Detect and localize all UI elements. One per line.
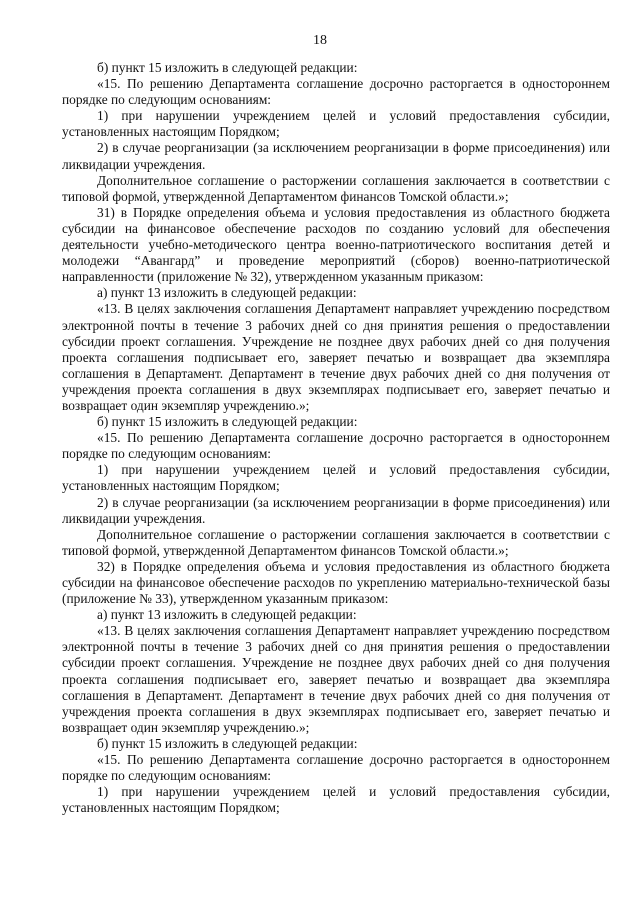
paragraph-ground-2: 2) в случае реорганизации (за исключением реорганизации в форме присоединения) или ликвидации учреждения. <box>62 140 610 172</box>
paragraph-item-13: «13. В целях заключения соглашения Департамент направляет учреждению посредством электронной почты в течение 3 рабочих дней со дня принятия решения о предоставлении субсидии проект соглашения. Учреждение не позднее двух рабочих дней со дня получения проекта соглашения подписывает его, заверяет печатью и возвращает два экземпляра соглашения в Департамент. Департамент в течение двух рабочих дней со дня получения от учреждения проекта соглашения в двух экземплярах подписывает его, заверяет печатью и возвращает один экземпляр учреждению.»; <box>62 623 610 735</box>
paragraph-item-15: «15. По решению Департамента соглашение досрочно расторгается в одностороннем порядке по следующим основаниям: <box>62 752 610 784</box>
paragraph-clause-a: а) пункт 13 изложить в следующей редакции: <box>97 285 357 301</box>
paragraph-ground-1: 1) при нарушении учреждением целей и условий предоставления субсидии, установленных настоящим Порядком; <box>62 784 610 816</box>
paragraph-clause-a: а) пункт 13 изложить в следующей редакции: <box>97 607 357 623</box>
page-number: 18 <box>313 33 327 48</box>
paragraph-additional-agreement: Дополнительное соглашение о расторжении соглашения заключается в соответствии с типовой формой, утвержденной Департаментом финансов Томской области.»; <box>62 172 610 204</box>
paragraph-clause-b: б) пункт 15 изложить в следующей редакции: <box>97 414 358 430</box>
document-body <box>62 60 610 816</box>
paragraph-ground-1: 1) при нарушении учреждением целей и условий предоставления субсидии, установленных настоящим Порядком; <box>62 108 610 140</box>
paragraph-clause-b: б) пункт 15 изложить в следующей редакции: <box>97 735 358 751</box>
paragraph-ground-2: 2) в случае реорганизации (за исключением реорганизации в форме присоединения) или ликвидации учреждения. <box>62 494 610 526</box>
paragraph-item-15: «15. По решению Департамента соглашение досрочно расторгается в одностороннем порядке по следующим основаниям: <box>62 76 610 108</box>
paragraph-item-15: «15. По решению Департамента соглашение досрочно расторгается в одностороннем порядке по следующим основаниям: <box>62 430 610 462</box>
paragraph-item-13: «13. В целях заключения соглашения Департамент направляет учреждению посредством электронной почты в течение 3 рабочих дней со дня принятия решения о предоставлении субсидии проект соглашения. Учреждение не позднее двух рабочих дней со дня получения проекта соглашения подписывает его, заверяет печатью и возвращает два экземпляра соглашения в Департамент. Департамент в течение двух рабочих дней со дня получения от учреждения проекта соглашения в двух экземплярах подписывает его, заверяет печатью и возвращает один экземпляр учреждению.»; <box>62 301 610 413</box>
paragraph-ground-1: 1) при нарушении учреждением целей и условий предоставления субсидии, установленных настоящим Порядком; <box>62 462 610 494</box>
paragraph-clause-b: б) пункт 15 изложить в следующей редакции: <box>97 60 358 75</box>
paragraph-additional-agreement: Дополнительное соглашение о расторжении соглашения заключается в соответствии с типовой формой, утвержденной Департаментом финансов Томской области.»; <box>62 526 610 558</box>
paragraph-item-31: 31) в Порядке определения объема и условия предоставления из областного бюджета субсидии на финансовое обеспечение расходов по созданию условий для обеспечения деятельности учебно-методического центра военно-патриотического воспитания детей и молодежи “Авангард” и проведение мероприятий (сборов) военно-патриотической направленности (приложение № 32), утвержденном указанным приказом: <box>62 204 610 285</box>
paragraph-item-32: 32) в Порядке определения объема и условия предоставления из областного бюджета субсидии на финансовое обеспечение расходов по укреплению материально-технической базы (приложение № 33), утвержденном указанным приказом: <box>62 558 610 607</box>
